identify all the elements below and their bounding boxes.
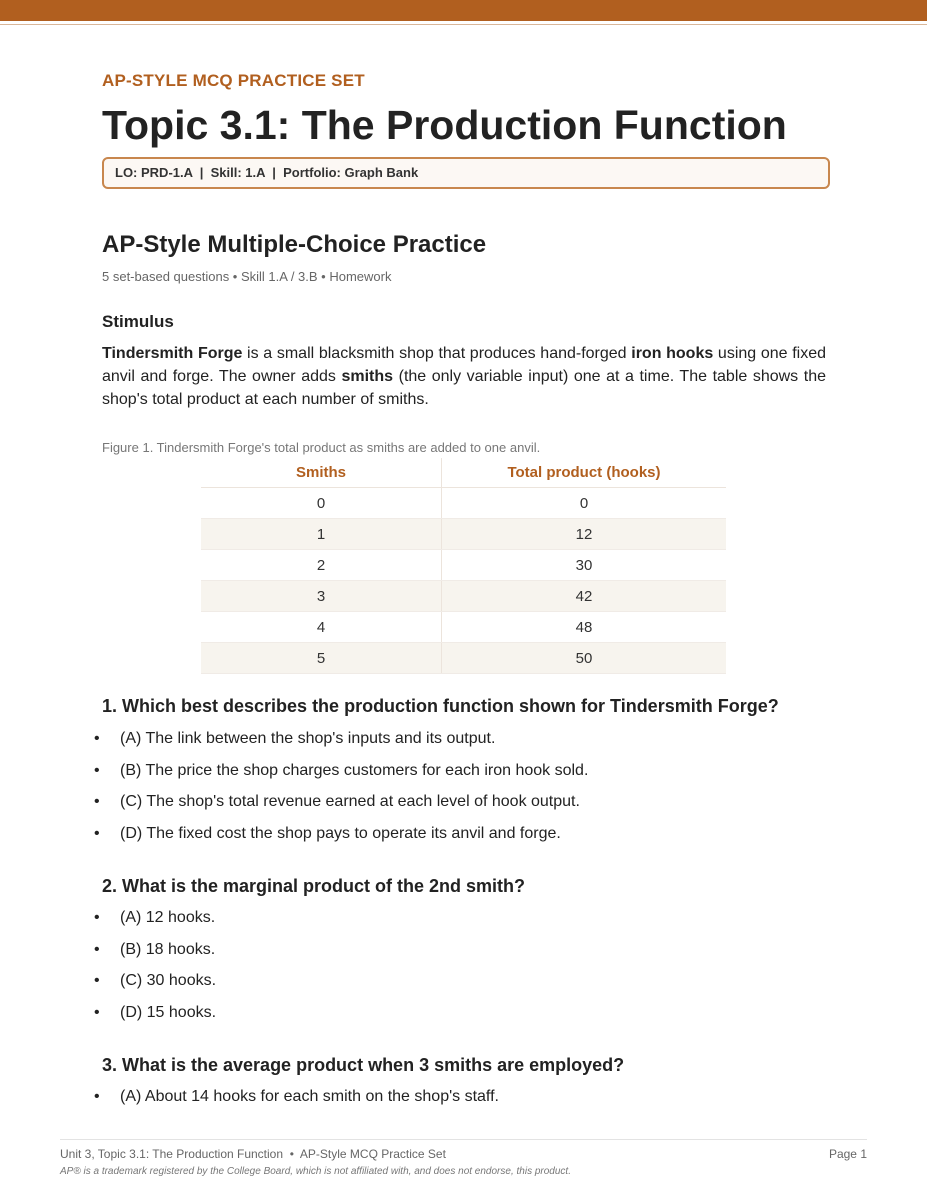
table-cell: 48 (442, 612, 727, 643)
answer-option-2a[interactable]: • (A) 12 hooks. (120, 909, 215, 927)
footer-divider (60, 1139, 867, 1140)
stimulus-bold-shop: Tindersmith Forge (102, 345, 243, 362)
table-cell: 50 (442, 643, 727, 674)
stimulus-bold-product: iron hooks (631, 345, 714, 362)
table-cell: 1 (201, 519, 442, 550)
stimulus-text-3: (the only variable input) one at a time. The table shows the shop's total product at each number of smiths. (102, 368, 826, 408)
table-header-row (201, 458, 726, 488)
figure-caption: Figure 1. Tindersmith Forge's total product as smiths are added to one anvil. (102, 440, 541, 455)
footer-running-title: Unit 3, Topic 3.1: The Production Function • AP-Style MCQ Practice Set (60, 1147, 446, 1161)
table-row (201, 488, 726, 519)
total-product-table (201, 458, 726, 674)
answer-option-2c[interactable]: • (C) 30 hooks. (120, 972, 216, 990)
table-cell: 42 (442, 581, 727, 612)
learning-objective-box: LO: PRD-1.A | Skill: 1.A | Portfolio: Graph Bank (102, 157, 830, 189)
trademark-notice: AP® is a trademark registered by the College Board, which is not affiliated with, and does not endorse, this product. (60, 1166, 571, 1177)
table-cell: 2 (201, 550, 442, 581)
section-title: AP-Style Multiple-Choice Practice (102, 231, 487, 258)
eyebrow-label: AP-STYLE MCQ PRACTICE SET (102, 71, 365, 90)
stimulus-paragraph (102, 342, 826, 411)
table-cell: 5 (201, 643, 442, 674)
table-row (201, 550, 726, 581)
answer-option-1d[interactable]: • (D) The fixed cost the shop pays to operate its anvil and forge. (120, 825, 561, 843)
table-row (201, 612, 726, 643)
answer-option-1c[interactable]: • (C) The shop's total revenue earned at each level of hook output. (120, 793, 580, 811)
table-cell: 0 (201, 488, 442, 519)
page-title: Topic 3.1: The Production Function (102, 102, 787, 148)
column-header-smiths: Smiths (201, 458, 442, 488)
table-row (201, 519, 726, 550)
table-cell: 0 (442, 488, 727, 519)
stimulus-text-2: using one fixed anvil and forge. The owner adds (102, 345, 827, 385)
table-cell: 4 (201, 612, 442, 643)
top-divider (0, 24, 927, 25)
section-subtitle: 5 set-based questions • Skill 1.A / 3.B • Homework (102, 269, 392, 284)
table-cell: 3 (201, 581, 442, 612)
answer-option-2b[interactable]: • (B) 18 hooks. (120, 941, 215, 959)
table-row (201, 581, 726, 612)
column-header-total-product: Total product (hooks) (442, 458, 727, 488)
stimulus-text-1: is a small blacksmith shop that produces hand-forged (242, 345, 632, 362)
answer-option-2d[interactable]: • (D) 15 hooks. (120, 1004, 216, 1022)
table-row (201, 643, 726, 674)
stimulus-bold-input: smiths (341, 368, 394, 385)
table-cell: 12 (442, 519, 727, 550)
top-accent-bar (0, 0, 927, 21)
answer-option-1b[interactable]: • (B) The price the shop charges customers for each iron hook sold. (120, 762, 588, 780)
table-cell: 30 (442, 550, 727, 581)
page-number: Page 1 (828, 1147, 867, 1161)
stimulus-heading: Stimulus (102, 312, 174, 331)
question-2: 2. What is the marginal product of the 2nd smith? (102, 876, 526, 896)
question-3: 3. What is the average product when 3 smiths are employed? (102, 1055, 625, 1075)
question-1: 1. Which best describes the production function shown for Tindersmith Forge? (102, 696, 779, 716)
answer-option-1a[interactable]: • (A) The link between the shop's inputs and its output. (120, 730, 495, 748)
answer-option-3a[interactable]: • (A) About 14 hooks for each smith on the shop's staff. (120, 1088, 499, 1106)
